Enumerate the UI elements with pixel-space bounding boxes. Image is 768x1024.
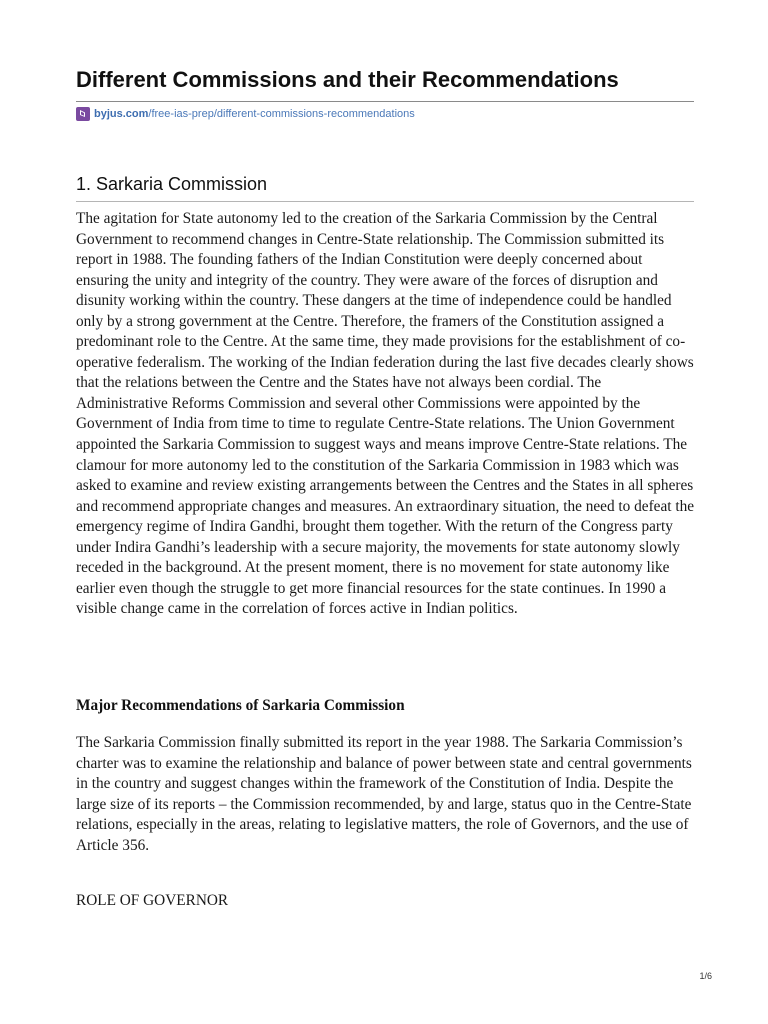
page-number: 1/6 [699,971,712,981]
byjus-logo-icon [76,107,90,121]
title-divider [76,101,694,102]
section-heading: 1. Sarkaria Commission [76,174,268,194]
subheading-major-recommendations: Major Recommendations of Sarkaria Commission [76,697,405,714]
source-link[interactable] [76,106,415,122]
document-title: Different Commissions and their Recommendations [76,67,619,92]
section-divider [76,201,694,202]
paragraph-role-of-governor: ROLE OF GOVERNOR [76,892,229,909]
source-domain[interactable]: byjus.com [94,108,149,120]
paragraph-sarkaria-intro: The agitation for State autonomy led to the creation of the Sarkaria Commission by the Central Government to recommend changes in Centre-State relationship. The Commission submitted its report in 1988. The founding fathers of the Indian Constitution were deeply concerned about ensuring the unity and integrity of the country. They were aware of the forces of disruption and disunity working within the country. These dangers at the time of independence could be handled only by a strong government at the Centre. Therefore, the framers of the Constitution assigned a predominant role to the Centre. At the same time, they made provisions for the establishment of co-operative federalism. The working of the Indian federation during the last five decades clearly shows that the relations between the Centre and the States have not always been cordial. The Administrative Reforms Commission and several other Commissions were appointed by the Government of India from time to time to regulate Centre-State relations. The Union Government appointed the Sarkaria Commission to suggest ways and means improve Centre-State relations. The clamour for more autonomy led to the constitution of the Sarkaria Commission in 1983 which was asked to examine and review existing arrangements between the Centres and the States in all spheres and recommend appropriate changes and measures. An extraordinary situation, the need to defeat the emergency regime of Indira Gandhi, brought them together. With the return of the Congress party under Indira Gandhi’s leadership with a secure majority, the movements for state autonomy slowly receded in the background. At the present moment, there is no movement for state autonomy like earlier even though the struggle to get more financial resources for the state continues. In 1990 a visible change came in the correlation of forces active in Indian politics. [76,210,695,618]
paragraph-recommendations: The Sarkaria Commission finally submitted its report in the year 1988. The Sarkaria Commission’s charter was to examine the relationship and balance of power between state and central governments in the country and suggest changes within the framework of the Constitution of India. Despite the large size of its reports – the Commission recommended, by and large, status quo in the Centre-State relations, especially in the areas, relating to legislative matters, the role of Governors, and the use of Article 356. [76,734,692,854]
source-path[interactable]: /free-ias-prep/different-commissions-recommendations [148,108,415,120]
